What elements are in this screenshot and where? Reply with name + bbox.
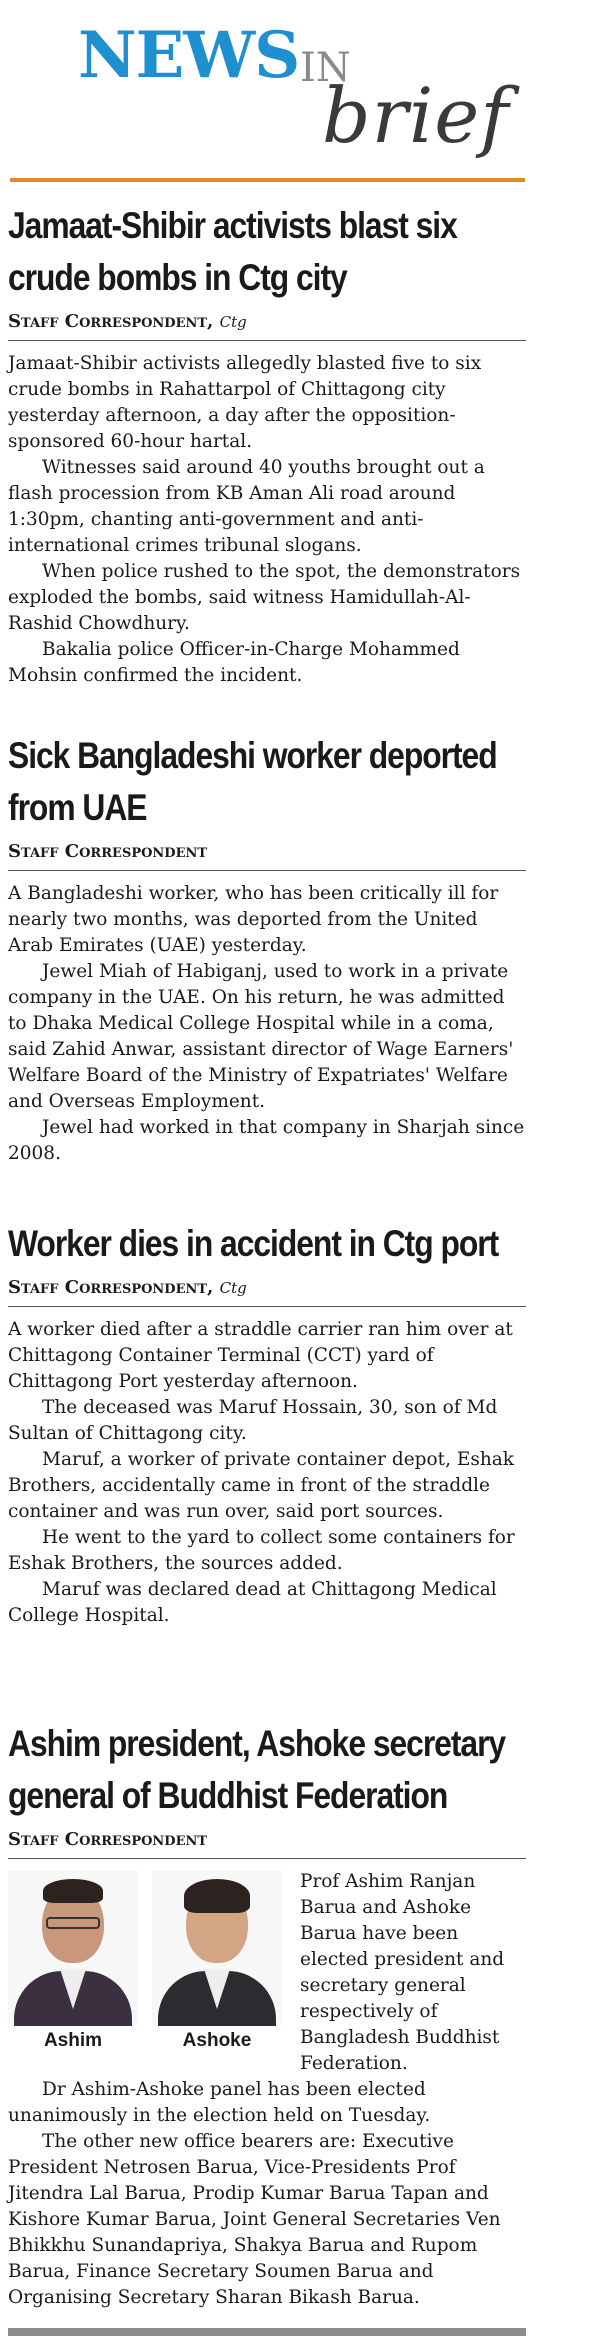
article-headline: Jamaat-Shibir activists blast six crude bombs in Ctg city	[8, 205, 457, 298]
article-headline: Ashim president, Ashoke secretary general of Buddhist Federation	[8, 1723, 506, 1816]
paragraph: The other new office bearers are: Executive President Netrosen Barua, Vice-Presidents Prof Jitendra Lal Barua, Prodip Kumar Barua Tapan and Kishore Kumar Barua, Joint General Secretaries Ven Bhikkhu Sunandapriya, Shakya Barua and Rupom Barua, Finance Secretary Soumen Barua and Organising Secretary Sharan Bikash Barua.	[8, 2131, 501, 2308]
article-body	[8, 1317, 526, 1629]
paragraph: Maruf was declared dead at Chittagong Medical College Hospital.	[8, 1579, 497, 1626]
article-byline	[8, 840, 526, 864]
masthead-rule	[10, 178, 525, 182]
photo-group	[8, 1871, 290, 2061]
article-jamaat-shibir	[8, 200, 526, 689]
article-worker-dies	[8, 1218, 526, 1629]
paragraph: Witnesses said around 40 youths brought out a flash procession from KB Aman Ali road around 1:30pm, chanting anti-government and anti-international crimes tribunal slogans.	[8, 457, 485, 556]
portrait-ashoke	[152, 1871, 282, 2026]
paragraph: Jewel Miah of Habiganj, used to work in a private company in the UAE. On his return, he was admitted to Dhaka Medical College Hospital while in a coma, said Zahid Anwar, assistant director of Wage Earners' Welfare Board of the Ministry of Expatriates' Welfare and Overseas Employment.	[8, 961, 514, 1112]
portrait-ashim	[8, 1871, 138, 2026]
article-byline	[8, 1828, 526, 1852]
paragraph: Dr Ashim-Ashoke panel has been elected unanimously in the election held on Tuesday.	[8, 2079, 431, 2126]
article-byline	[8, 1276, 526, 1300]
paragraph: Bakalia police Officer-in-Charge Mohammed Mohsin confirmed the incident.	[8, 639, 460, 686]
paragraph: Jewel had worked in that company in Sharjah since 2008.	[8, 1117, 525, 1164]
article-sick-worker	[8, 730, 526, 1167]
paragraph: Prof Ashim Ranjan Barua and Ashoke Barua have been elected president and secretary general respectively of Bangladesh Buddhist Federation.	[300, 1871, 505, 2074]
paragraph: Jamaat-Shibir activists allegedly blasted five to six crude bombs in Rahattarpol of Chittagong city yesterday afternoon, a day after the opposition-sponsored 60-hour hartal.	[8, 353, 482, 452]
byline-rule	[8, 870, 526, 871]
article-headline: Sick Bangladeshi worker deported from UAE	[8, 735, 497, 828]
paragraph: When police rushed to the spot, the demonstrators exploded the bombs, said witness Hamidullah-Al-Rashid Chowdhury.	[8, 561, 521, 634]
masthead-brief: brief	[322, 71, 510, 160]
byline-location: Ctg	[219, 1279, 247, 1297]
paragraph: The deceased was Maruf Hossain, 30, son of Md Sultan of Chittagong city.	[8, 1397, 498, 1444]
paragraph: A worker died after a straddle carrier ran him over at Chittagong Container Terminal (CCT) yard of Chittagong Port yesterday afternoon.	[8, 1319, 513, 1392]
byline-author: Staff Correspondent	[8, 841, 208, 862]
paragraph: A Bangladeshi worker, who has been critically ill for nearly two months, was deported from the United Arab Emirates (UAE) yesterday.	[8, 883, 499, 956]
masthead-in: IN	[300, 45, 351, 91]
byline-rule	[8, 1858, 526, 1859]
paragraph: Maruf, a worker of private container depot, Eshak Brothers, accidentally came in front of the straddle container and was run over, said port sources.	[8, 1449, 515, 1522]
byline-author: Staff Correspondent	[8, 1829, 208, 1850]
byline-rule	[8, 1306, 526, 1307]
byline-author: Staff Correspondent,	[8, 311, 214, 332]
paragraph: He went to the yard to collect some containers for Eshak Brothers, the sources added.	[8, 1527, 515, 1574]
byline-author: Staff Correspondent,	[8, 1277, 214, 1298]
byline-rule	[8, 340, 526, 341]
article-body	[8, 881, 526, 1167]
article-headline: Worker dies in accident in Ctg port	[8, 1223, 499, 1264]
byline-location: Ctg	[219, 313, 247, 331]
masthead-news: NEWS	[78, 18, 300, 93]
photo-ashoke	[152, 1871, 282, 2056]
photo-caption: Ashoke	[182, 2030, 252, 2051]
bottom-bar	[8, 2328, 526, 2336]
article-body	[8, 351, 526, 689]
article-byline	[8, 310, 526, 334]
photo-ashim	[8, 1871, 138, 2056]
photo-caption: Ashim	[43, 2030, 103, 2051]
masthead	[0, 0, 601, 190]
article-buddhist-federation	[8, 1718, 526, 2311]
article-body	[8, 1869, 526, 2311]
